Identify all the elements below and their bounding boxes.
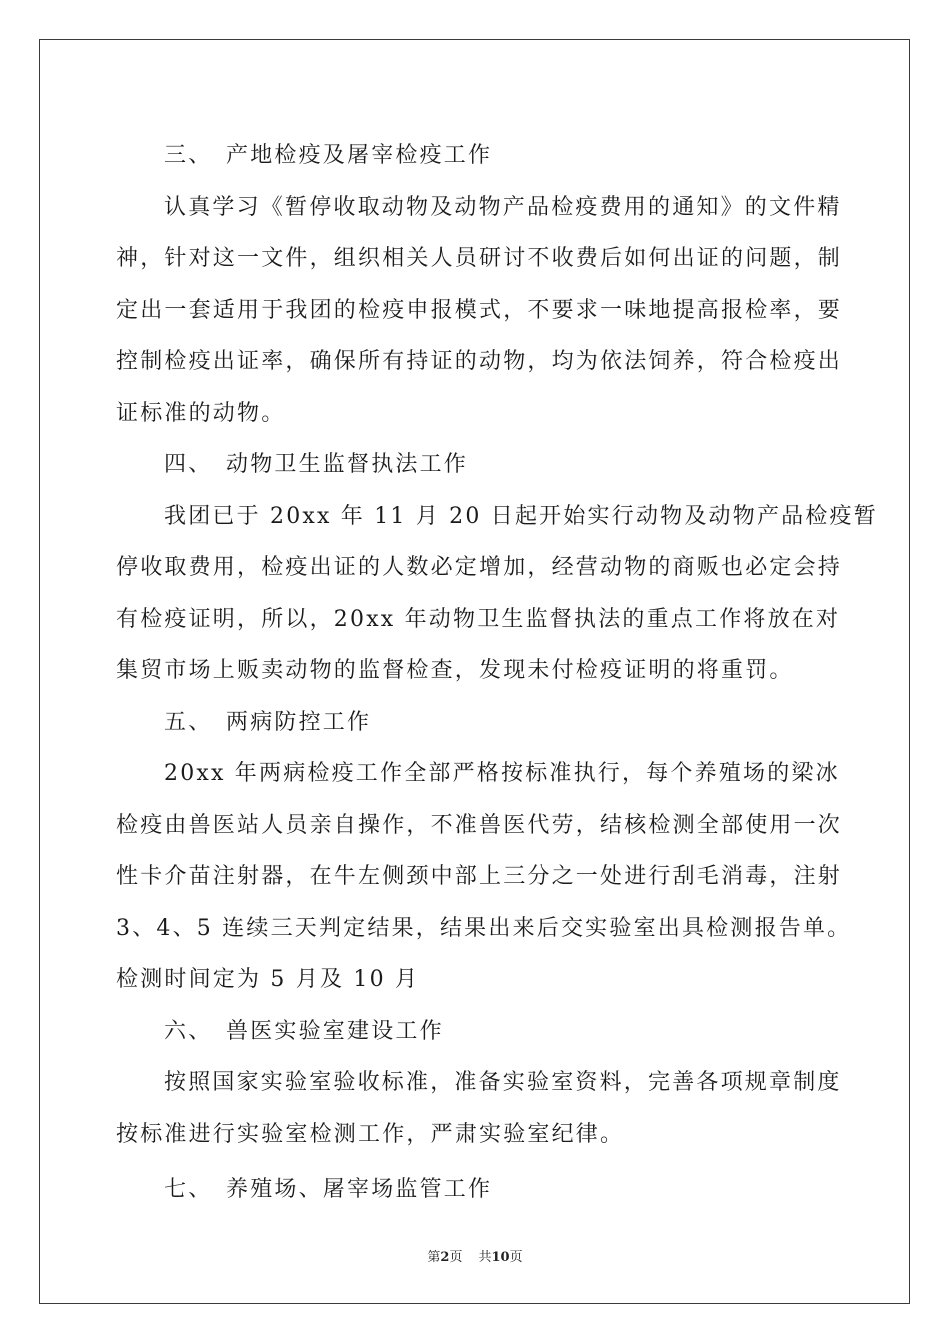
section-title: 产地检疫及屠宰检疫工作: [226, 143, 493, 168]
paragraph-line: 按照国家实验室验收标准，准备实验室资料，完善各项规章制度: [164, 1070, 842, 1095]
section-heading: [116, 130, 832, 182]
page-number: 2: [440, 1250, 450, 1265]
paragraph-line: 停收取费用，检疫出证的人数必定增加，经营动物的商贩也必定会持: [116, 555, 843, 580]
section-heading: [116, 1006, 832, 1058]
paragraph-line: 按标准进行实验室检测工作，严肃实验室纪律。: [116, 1121, 625, 1147]
section-heading: [116, 1164, 832, 1216]
paragraph-line: 我团已于 20xx 年 11 月 20 日起开始实行动物及动物产品检疫暂: [164, 503, 878, 529]
paragraph-line: 性卡介苗注射器，在牛左侧颈中部上三分之一处进行刮毛消毒，注射: [116, 864, 843, 889]
section-number: 七、: [164, 1177, 213, 1202]
paragraph-line: 神，针对这一文件，组织相关人员研讨不收费后如何出证的问题，制: [116, 246, 843, 271]
page-footer: [0, 1246, 950, 1265]
total-pages: 10: [491, 1250, 510, 1265]
total-suffix: 页: [509, 1250, 523, 1265]
section-heading: [116, 697, 832, 749]
paragraph-line: 认真学习《暂停收取动物及动物产品检疫费用的通知》的文件精: [164, 194, 842, 220]
paragraph-line: 定出一套适用于我团的检疫申报模式，不要求一味地提高报检率，要: [116, 297, 843, 323]
paragraph-line: 控制检疫出证率，确保所有持证的动物，均为依法饲养，符合检疫出: [116, 349, 843, 374]
section-title: 动物卫生监督执法工作: [226, 452, 469, 477]
section-number: 五、: [164, 709, 213, 735]
document-body: [116, 130, 878, 1216]
paragraph-line: 20xx 年两病检疫工作全部严格按标准执行，每个养殖场的梁冰: [164, 761, 840, 786]
section-number: 六、: [164, 1018, 213, 1044]
paragraph-line: 集贸市场上贩卖动物的监督检查，发现未付检疫证明的将重罚。: [116, 658, 794, 683]
paragraph-line: 3、4、5 连续三天判定结果，结果出来后交实验室出具检测报告单。: [116, 915, 852, 941]
paragraph-line: 检疫由兽医站人员亲自操作，不准兽医代劳，结核检测全部使用一次: [116, 812, 843, 838]
section-title: 兽医实验室建设工作: [226, 1018, 444, 1044]
section-title: 两病防控工作: [226, 709, 372, 735]
page-suffix: 页: [449, 1250, 463, 1265]
paragraph-line: 证标准的动物。: [116, 400, 286, 426]
paragraph-line: 检测时间定为 5 月及 10 月: [116, 967, 420, 992]
section-number: 四、: [164, 452, 213, 477]
section-number: 三、: [164, 143, 213, 168]
paragraph-line: 有检疫证明，所以，20xx 年动物卫生监督执法的重点工作将放在对: [116, 606, 841, 632]
section-title: 养殖场、屠宰场监管工作: [226, 1177, 493, 1202]
section-heading: [116, 439, 832, 491]
page-prefix: 第: [427, 1250, 441, 1265]
total-prefix: 共: [478, 1250, 492, 1265]
